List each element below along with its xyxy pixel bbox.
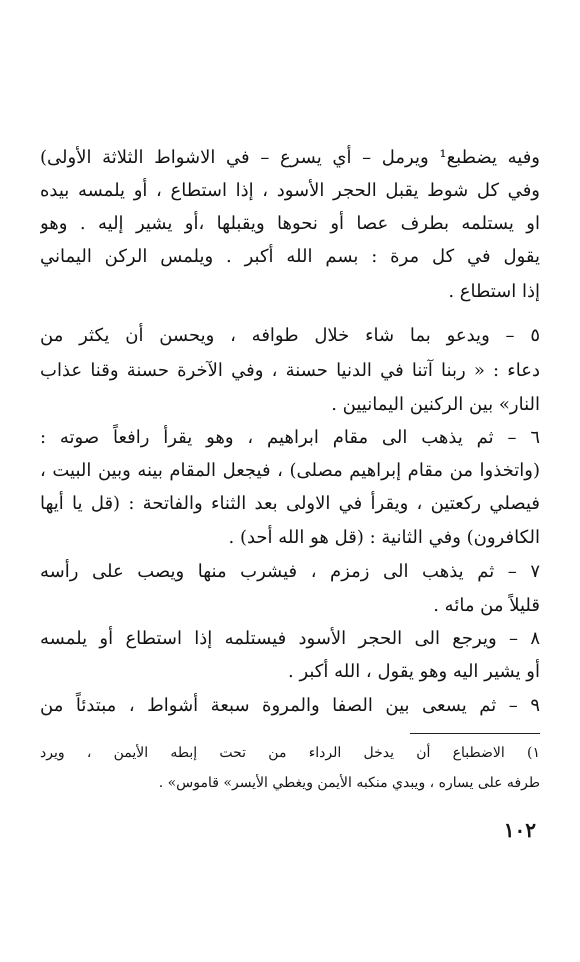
body-text-line: يقول في كل مرة : بسم الله أكبر . ويلمس الركن اليماني bbox=[40, 246, 540, 267]
body-text-line: النار» بين الركنين اليمانيين . bbox=[331, 394, 540, 415]
footnote-line: طرفه على يساره ، ويبدي منكبه الأيمن ويغطي الأيسر» قاموس» . bbox=[158, 775, 540, 791]
body-text-line: (واتخذوا من مقام إبراهيم مصلى) ، فيجعل المقام بينه وبين البيت ، bbox=[40, 460, 540, 481]
body-text-line: ٦ – ثم يذهب الى مقام ابراهيم ، وهو يقرأ رافعاً صوته : bbox=[40, 427, 540, 448]
body-text-line: ٩ – ثم يسعى بين الصفا والمروة سبعة أشواط ، مبتدئاً من bbox=[40, 695, 540, 716]
body-text-line: ٧ – ثم يذهب الى زمزم ، فيشرب منها ويصب على رأسه bbox=[40, 561, 540, 582]
body-text-line: أو يشير اليه وهو يقول ، الله أكبر . bbox=[288, 661, 540, 682]
page-number: ١٠٢ bbox=[503, 818, 536, 842]
body-text-line: إذا استطاع . bbox=[448, 281, 540, 302]
body-text-line: وفيه يضطبع¹ ويرمل – أي يسرع – في الاشواط الثلاثة الأولى) bbox=[40, 147, 540, 168]
body-text-line: ٥ – ويدعو بما شاء خلال طوافه ، ويحسن أن يكثر من bbox=[40, 325, 540, 346]
body-text-line: دعاء : « ربنا آتنا في الدنيا حسنة ، وفي الآخرة حسنة وقنا عذاب bbox=[40, 360, 540, 381]
body-text-line: فيصلي ركعتين ، ويقرأ في الاولى بعد الثناء والفاتحة : (قل يا أيها bbox=[40, 493, 540, 514]
footnote-separator bbox=[410, 733, 540, 734]
body-text-line: او يستلمه بطرف عصا أو نحوها ويقبلها ،أو يشير إليه . وهو bbox=[40, 213, 540, 234]
footnote-line: ١) الاضطباع أن يدخل الرداء من تحت إبطه الأيمن ، ويرد bbox=[40, 745, 540, 761]
body-text-line: قليلاً من مائه . bbox=[433, 595, 540, 616]
body-text-line: وفي كل شوط يقبل الحجر الأسود ، إذا استطاع ، أو يلمسه بيده bbox=[40, 180, 540, 201]
body-text-line: الكافرون) وفي الثانية : (قل هو الله أحد) . bbox=[228, 527, 540, 548]
body-text-line: ٨ – ويرجع الى الحجر الأسود فيستلمه إذا استطاع أو يلمسه bbox=[40, 628, 540, 649]
